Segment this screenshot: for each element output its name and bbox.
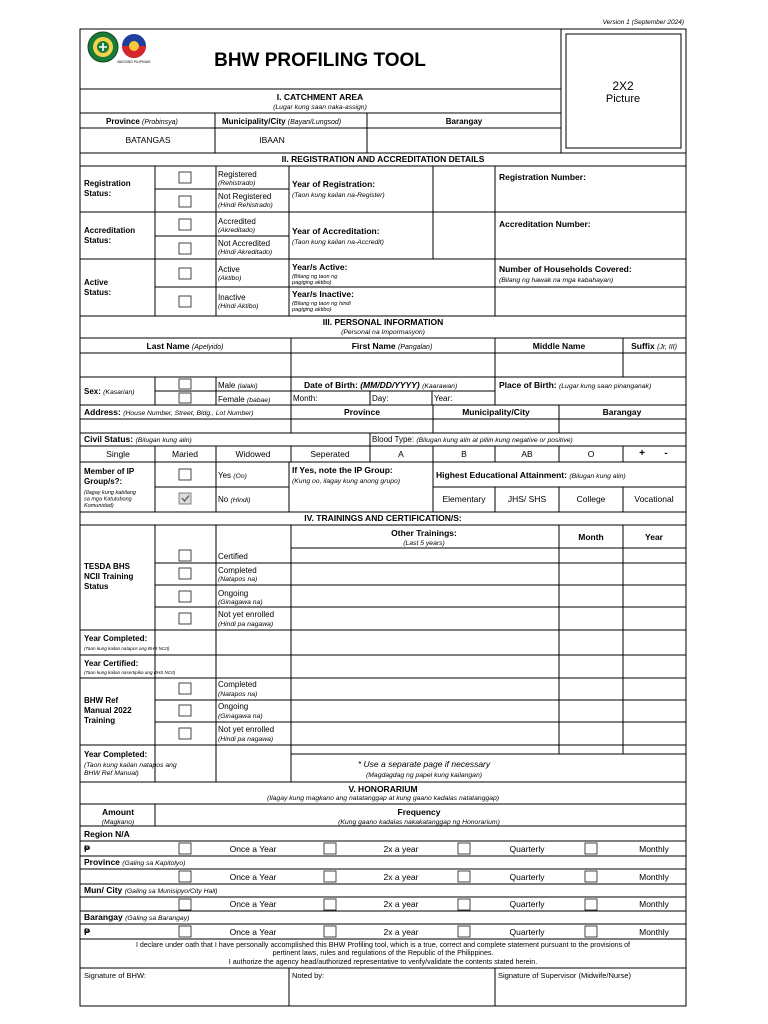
bagong-pilipinas-logo [117,34,151,64]
tesda-ongoing-tagalog: (Ginagawa na) [218,599,263,606]
section-5-title: V. HONORARIUM [348,784,418,794]
honorarium-province-row [179,871,670,882]
blood-positive[interactable]: + [639,448,645,459]
municipality-monthly-checkbox[interactable] [585,899,597,910]
middle-name-field[interactable] [496,354,622,376]
tesda-ongoing-label: Ongoing [218,589,249,598]
households-tagalog: (Bilang ng hawak na mga kabahayan) [499,277,614,284]
honorarium-municipality-label: Mun/ City (Galing sa Munisipyo/City Hall) [84,885,218,895]
ref-completed-tagalog: (Natapos na) [218,691,258,698]
barangay-monthly-label: Monthly [639,927,669,937]
registered-label: Registered [218,170,257,179]
dob-day-label[interactable]: Day: [372,394,389,403]
version-label: Version 1 (September 2024) [602,19,684,26]
blood-negative[interactable]: - [664,448,668,459]
accredited-checkbox[interactable] [179,219,191,230]
civil-widowed[interactable]: Widowed [235,449,271,459]
section-1-sub: (Lugar kung saan naka-assign) [273,104,367,111]
accreditation-status-label: Accreditation Status: [84,226,136,245]
region-peso-sign: ₱ [84,844,91,854]
civil-status-label: Civil Status: (Bilugan kung alin) [84,434,192,444]
barangay-twice-a-year-checkbox[interactable] [324,926,336,937]
year-registration-label: Year of Registration: [292,179,376,189]
ref-completed-label: Completed [218,680,257,689]
last-name-header: Last Name (Apelyido) [146,341,224,351]
not-accredited-label: Not Accredited [218,239,271,248]
blood-a[interactable]: A [398,449,404,459]
tesda-year-completed-label: Year Completed: [84,634,148,643]
declaration-line-1: I declare under oath that I have personally accomplished this BHW Profiling tool, which is a true, correct and complete statement pursuant to the provisions of [135,941,631,949]
registration-status-label: Registration Status: [84,179,131,198]
province-monthly-checkbox[interactable] [585,871,597,882]
households-label: Number of Households Covered: [499,264,632,274]
ref-not-enrolled-checkbox[interactable] [179,728,191,739]
municipality-header: Municipality/City (Bayan/Lungsod) [222,117,342,126]
active-tagalog: (Aktibo) [218,275,242,282]
not-accredited-tagalog: (Hindi Akreditado) [218,249,273,256]
noted-by-label[interactable]: Noted by: [292,971,325,980]
ref-not-enrolled-tagalog: (Hindi pa nagawa) [218,736,274,743]
years-inactive-tagalog: (Bilang ng taon ng hindi pagiging aktibo) [292,301,351,313]
education-label: Highest Educational Attainment: (Bilugan kung alin) [436,470,626,480]
active-checkbox[interactable] [179,268,191,279]
civil-single[interactable]: Single [106,449,130,459]
barangay-quarterly-checkbox[interactable] [458,926,470,937]
photo-label: Picture [605,93,641,105]
region-quarterly-checkbox[interactable] [458,843,470,854]
tesda-completed-tagalog: (Natapos na) [218,576,258,583]
honorarium-barangay-label: Barangay (Galing sa Barangay) [84,912,190,922]
ref-year-completed-tagalog: (Taon kung kailan natapos ang BHW Ref Manual) [84,762,177,777]
inactive-tagalog: (Hindi Aktibo) [218,303,259,310]
tesda-certified-label: Certified [218,552,248,561]
ip-no-label: No (Hindi) [218,495,251,504]
first-name-field[interactable] [292,354,494,376]
section-3-sub: (Personal na Impormasyon) [341,329,425,336]
year-registration-tagalog: (Taon kung kailan na-Register) [292,192,385,199]
registered-tagalog: (Rehistrado) [218,180,256,187]
inactive-label: Inactive [218,293,246,302]
tesda-not-enrolled-label: Not yet enrolled [218,610,275,619]
address-label: Address: (House Number, Street, Bldg., Lot Number) [84,407,254,417]
barangay-peso-sign: ₱ [84,927,91,937]
barangay-monthly-checkbox[interactable] [585,926,597,937]
declaration-line-3: I authorize the agency head/authorized representative to verify/validate the contents stated herein. [228,958,538,966]
pob-label: Place of Birth: (Lugar kung saan pinanganak) [499,380,652,390]
municipality-quarterly-checkbox[interactable] [458,899,470,910]
province-header: Province (Probinsya) [106,117,178,126]
registered-checkbox[interactable] [179,172,191,183]
region-once-a-year-label: Once a Year [229,844,277,854]
tesda-not-enrolled-checkbox[interactable] [179,613,191,624]
frequency-header: Frequency [397,807,441,817]
province-quarterly-checkbox[interactable] [458,871,470,882]
amount-header: Amount [101,807,135,817]
address-municipality-header: Municipality/City [462,407,530,417]
suffix-field[interactable] [624,354,685,376]
inactive-checkbox[interactable] [179,296,191,307]
educ-vocational[interactable]: Vocational [634,494,674,504]
ref-ongoing-label: Ongoing [218,702,249,711]
province-quarterly-label: Quarterly [509,872,545,882]
male-label: Male (lalaki) [218,381,258,390]
training-year-header: Year [645,532,663,542]
tesda-not-enrolled-tagalog: (Hindi pa nagawa) [218,621,274,628]
region-monthly-label: Monthly [639,844,669,854]
tesda-year-completed-tagalog: (Taon kung kailan natapos ang BHS NCII) [84,646,170,651]
barangay-once-a-year-label: Once a Year [229,927,277,937]
province-monthly-label: Monthly [639,872,669,882]
ip-member-tagalog: (Ilagay kung kabilang sa mga Katutubong Komunidad) [84,490,136,509]
section-5-sub: (Ilagay kung magkano ang natatanggap at kung gaano kadalas natatanggap) [266,795,500,802]
region-twice-a-year-label: 2x a year [383,844,419,854]
ref-manual-label: BHW Ref Manual 2022 Training [84,696,132,725]
form-title: BHW PROFILING TOOL [214,50,426,71]
province-once-a-year-checkbox[interactable] [179,871,191,882]
photo-size: 2X2 [612,79,634,93]
region-monthly-checkbox[interactable] [585,843,597,854]
accredited-label: Accredited [218,217,256,226]
year-registration-field[interactable] [434,167,494,211]
educ-elementary[interactable]: Elementary [442,494,486,504]
municipality-monthly-label: Monthly [639,899,669,909]
ref-ongoing-checkbox[interactable] [179,705,191,716]
section-4-title: IV. TRAININGS AND CERTIFICATION/S: [304,513,462,523]
ref-completed-checkbox[interactable] [179,683,191,694]
sex-label: Sex: (Kasarian) [84,387,135,396]
civil-separated[interactable]: Seperated [310,449,350,459]
active-label: Active [218,265,240,274]
honorarium-barangay-row [84,926,670,937]
registration-number-label: Registration Number: [499,172,586,182]
suffix-header: Suffix (Jr, III) [631,341,677,351]
dob-label: Date of Birth: (MM/DD/YYYY) (Kaarawan) [304,380,458,390]
amount-tagalog: (Magkano) [101,819,135,826]
not-registered-label: Not Registered [218,192,272,201]
last-name-field[interactable] [81,354,290,376]
bagong-pilipinas-caption: BAGONG PILIPINAS [117,60,151,64]
not-registered-checkbox[interactable] [179,196,191,207]
municipality-value[interactable]: IBAAN [259,135,285,145]
address-province-header: Province [344,407,380,417]
year-accreditation-field[interactable] [434,213,494,258]
years-active-label: Year/s Active: [292,262,348,272]
ip-yes-checkbox[interactable] [179,469,191,480]
province-twice-a-year-checkbox[interactable] [324,871,336,882]
educ-college[interactable]: College [576,494,606,504]
ip-member-label: Member of IP Group/s?: [84,467,135,486]
municipality-once-a-year-checkbox[interactable] [179,899,191,910]
dob-month-label[interactable]: Month: [293,394,318,403]
training-month-header: Month [578,532,604,542]
province-once-a-year-label: Once a Year [229,872,277,882]
bhw-signature-label[interactable]: Signature of BHW: [84,971,146,980]
supervisor-signature-label[interactable]: Signature of Supervisor (Midwife/Nurse) [498,971,631,980]
honorarium-province-label: Province (Galing sa Kapitolyo) [84,857,186,867]
barangay-once-a-year-checkbox[interactable] [179,926,191,937]
municipality-twice-a-year-checkbox[interactable] [324,899,336,910]
region-quarterly-label: Quarterly [509,844,545,854]
tesda-completed-checkbox[interactable] [179,568,191,579]
years-inactive-label: Year/s Inactive: [292,289,354,299]
province-twice-a-year-label: 2x a year [383,872,419,882]
ref-year-completed-label: Year Completed: [84,750,148,759]
ip-yes-label: Yes (Oo) [218,471,247,480]
section-2-title: II. REGISTRATION AND ACCREDITATION DETAILS [281,154,485,164]
middle-name-header: Middle Name [532,341,586,351]
doh-logo [88,32,118,62]
declaration-line-2: pertinent laws, rules and regulations of the Republic of the Philippines. [272,949,494,957]
honorarium-municipality-row [179,899,670,910]
first-name-header: First Name (Pangalan) [351,341,433,351]
tesda-year-certified-label: Year Certified: [84,659,139,668]
tesda-year-certified-tagalog: (Taon kung kailan nasertipika ang BHS NCII) [84,670,176,675]
blood-type-label: Blood Type: (Bilugan kung alin at piliin kung negative or positive) [372,435,573,444]
year-accreditation-label: Year of Accreditation: [292,226,380,236]
tesda-label: TESDA BHS NCII Training Status [84,562,134,591]
ref-ongoing-tagalog: (Ginagawa na) [218,713,263,720]
honorarium-region-label: Region N/A [84,829,130,839]
ip-group-tagalog: (Kung oo, ilagay kung anong grupo) [292,478,401,485]
not-accredited-checkbox[interactable] [179,243,191,254]
blood-b[interactable]: B [461,449,467,459]
honorarium-region-row [84,843,670,854]
other-trainings-header: Other Trainings: [391,528,457,538]
barangay-twice-a-year-label: 2x a year [383,927,419,937]
years-active-tagalog: (Bilang ng taon ng pagiging aktibo) [292,274,338,286]
not-registered-tagalog: (Hindi Rehistrado) [218,202,273,209]
tesda-certified-checkbox[interactable] [179,550,191,561]
section-1-title: I. CATCHMENT AREA [276,92,364,102]
province-value[interactable]: BATANGAS [125,135,171,145]
region-once-a-year-checkbox[interactable] [179,843,191,854]
tesda-completed-label: Completed [218,566,257,575]
educ-jhs-shs[interactable]: JHS/ SHS [507,494,547,504]
ip-group-label: If Yes, note the IP Group: [292,465,393,475]
section-3-title: III. PERSONAL INFORMATION [322,317,444,327]
municipality-quarterly-label: Quarterly [509,899,545,909]
male-checkbox[interactable] [179,379,191,389]
blood-ab[interactable]: AB [521,449,533,459]
accredited-tagalog: (Akreditado) [218,227,256,234]
blood-o[interactable]: O [587,449,595,459]
female-label: Female (babae) [218,395,271,404]
accreditation-number-label: Accreditation Number: [499,219,591,229]
other-trainings-sub: (Last 5 years) [403,540,445,547]
civil-married[interactable]: Maried [172,449,198,459]
frequency-tagalog: (Kung gaano kadalas nakakatanggap ng Honorarium) [338,819,500,826]
dob-year-label[interactable]: Year: [434,394,453,403]
ref-not-enrolled-label: Not yet enrolled [218,725,275,734]
tesda-ongoing-checkbox[interactable] [179,591,191,602]
municipality-once-a-year-label: Once a Year [229,899,277,909]
region-twice-a-year-checkbox[interactable] [324,843,336,854]
municipality-twice-a-year-label: 2x a year [383,899,419,909]
address-barangay-header: Barangay [602,407,642,417]
barangay-quarterly-label: Quarterly [509,927,545,937]
ip-no-checkbox[interactable] [179,493,191,504]
separate-page-note-tagalog: (Magdagdag ng papel kung kailangan) [365,772,483,779]
year-accreditation-tagalog: (Taon kung kailan na-Accredit) [292,239,384,246]
female-checkbox[interactable] [179,393,191,403]
barangay-header: Barangay [445,117,483,126]
active-status-label: Active Status: [84,278,112,297]
separate-page-note: * Use a separate page if necessary [357,759,491,769]
